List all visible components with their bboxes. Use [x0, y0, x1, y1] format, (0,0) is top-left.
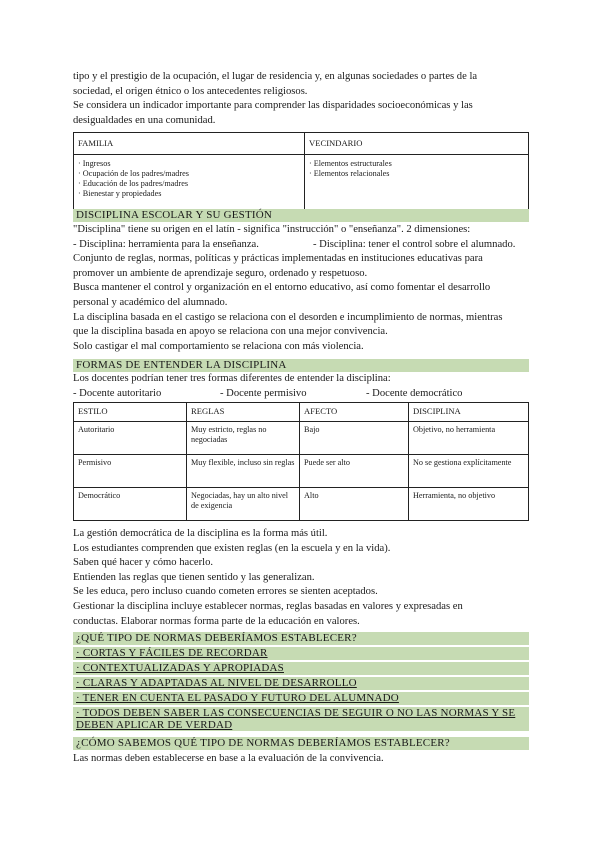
section-tipo-normas	[73, 632, 529, 731]
table1-familia-cell	[74, 155, 305, 210]
dimension-right: - Disciplina: tener el control sobre el alumnado.	[313, 238, 516, 250]
intro-line: tipo y el prestigio de la ocupación, el lugar de residencia y, en algunas sociedades o partes de la	[73, 71, 478, 82]
table2-cell: Herramienta, no objetivo	[409, 488, 529, 521]
table2-cell: Democrático	[74, 488, 187, 521]
section1-line: personal y académico del alumnado.	[73, 296, 228, 308]
table2-cell: Bajo	[300, 422, 409, 455]
section-heading: DISCIPLINA ESCOLAR Y SU GESTIÓN	[73, 209, 529, 222]
table2-header: AFECTO	[300, 403, 409, 422]
table1-vecindario-cell	[305, 155, 529, 210]
intro-line: desigualdades en una comunidad.	[73, 114, 216, 126]
section1-line: Solo castigar el mal comportamiento se relaciona con más violencia.	[73, 340, 364, 352]
table2-header: ESTILO	[74, 403, 187, 422]
table2-cell: No se gestiona explícitamente	[409, 455, 529, 488]
teacher-type: - Docente permisivo	[220, 387, 307, 399]
norm-item: · TENER EN CUENTA EL PASADO Y FUTURO DEL ALUMNADO	[73, 692, 529, 705]
intro-line: sociedad, el origen étnico o los antecedentes religiosos.	[73, 85, 308, 97]
paragraph-line: Gestionar la disciplina incluye establecer normas, reglas basadas en valores y expresadas en	[73, 600, 463, 612]
family-neighborhood-table	[73, 132, 529, 210]
table1-item: · Ocupación de los padres/madres	[78, 169, 189, 178]
intro-paragraph	[73, 70, 529, 128]
discipline-styles-table	[73, 402, 529, 521]
section2-line: Los docentes podrían tener tres formas diferentes de entender la disciplina:	[73, 373, 391, 384]
norm-item-line: DEBEN APLICAR DE VERDAD	[76, 719, 233, 731]
section1-line: Busca mantener el control y organización en el entorno educativo, así como fomentar el desarrollo	[73, 282, 491, 294]
table2-cell: Alto	[300, 488, 409, 521]
section1-line: promover un ambiente de aprendizaje seguro, ordenado y respetuoso.	[73, 267, 368, 279]
table1-item: · Bienestar y propiedades	[78, 189, 162, 198]
section-heading: ¿QUÉ TIPO DE NORMAS DEBERÍAMOS ESTABLECER?	[73, 632, 529, 645]
norm-item: · CORTAS Y FÁCILES DE RECORDAR	[73, 647, 529, 660]
table2-cell: Autoritario	[74, 422, 187, 455]
section4-line: Las normas deben establecerse en base a la evaluación de la convivencia.	[73, 753, 384, 764]
section-formas-disciplina	[73, 359, 529, 400]
table2-cell: Puede ser alto	[300, 455, 409, 488]
section1-line: La disciplina basada en el castigo se relaciona con el desorden e incumplimiento de normas, mientras	[73, 311, 503, 323]
table1-item: · Educación de los padres/madres	[78, 179, 189, 188]
table2-cell: Permisivo	[74, 455, 187, 488]
section1-line: "Disciplina" tiene su origen en el latín - significa "instrucción" o "enseñanza". 2 dimensiones:	[73, 224, 471, 235]
table-row	[74, 422, 529, 455]
section-disciplina-escolar	[73, 209, 529, 354]
table1-item: · Elementos estructurales	[309, 159, 392, 168]
paragraph-line: conductas. Elaborar normas forma parte de la educación en valores.	[73, 615, 360, 627]
teacher-type: - Docente autoritario	[73, 387, 162, 399]
paragraph-line: La gestión democrática de la disciplina es la forma más útil.	[73, 528, 328, 539]
section-heading: ¿CÓMO SABEMOS QUÉ TIPO DE NORMAS DEBERÍAMOS ESTABLECER?	[73, 737, 529, 750]
norm-item: · CONTEXTUALIZADAS Y APROPIADAS	[73, 662, 529, 675]
norm-item-line: · TODOS DEBEN SABER LAS CONSECUENCIAS DE SEGUIR O NO LAS NORMAS Y SE	[76, 707, 516, 719]
table2-header: DISCIPLINA	[409, 403, 529, 422]
table1-item: · Ingresos	[78, 159, 111, 168]
democratic-management-paragraph	[73, 527, 529, 629]
paragraph-line: Saben qué hacer y cómo hacerlo.	[73, 557, 214, 569]
section1-line: que la disciplina basada en apoyo se relaciona con una mejor convivencia.	[73, 326, 388, 338]
norm-item: · CLARAS Y ADAPTADAS AL NIVEL DE DESARROLLO	[73, 677, 529, 690]
dimension-left: - Disciplina: herramienta para la enseñanza.	[73, 238, 259, 250]
section-como-sabemos	[73, 737, 529, 767]
table1-header-familia: FAMILIA	[74, 133, 305, 155]
table1-item: · Elementos relacionales	[309, 169, 390, 178]
norm-item-consequences	[73, 707, 529, 731]
table-row	[74, 455, 529, 488]
intro-line: Se considera un indicador importante para comprender las disparidades socioeconómicas y las	[73, 100, 473, 112]
table2-cell: Objetivo, no herramienta	[409, 422, 529, 455]
table2-cell: Muy estricto, reglas no negociadas	[187, 422, 300, 455]
dimensions-row	[73, 238, 529, 253]
teacher-types-row	[73, 387, 529, 400]
section1-line: Conjunto de reglas, normas, políticas y prácticas implementadas en instituciones educativas para	[73, 253, 483, 265]
table2-cell: Negociadas, hay un alto nivel de exigencia	[187, 488, 300, 521]
teacher-type: - Docente democrático	[366, 387, 463, 399]
paragraph-line: Se les educa, pero incluso cuando cometen errores se sienten aceptados.	[73, 586, 378, 598]
paragraph-line: Los estudiantes comprenden que existen reglas (en la escuela y en la vida).	[73, 542, 391, 554]
table2-cell: Muy flexible, incluso sin reglas	[187, 455, 300, 488]
table1-header-vecindario: VECINDARIO	[305, 133, 529, 155]
table-row	[74, 488, 529, 521]
section-heading: FORMAS DE ENTENDER LA DISCIPLINA	[73, 359, 529, 372]
paragraph-line: Entienden las reglas que tienen sentido y las generalizan.	[73, 571, 315, 583]
table2-header: REGLAS	[187, 403, 300, 422]
